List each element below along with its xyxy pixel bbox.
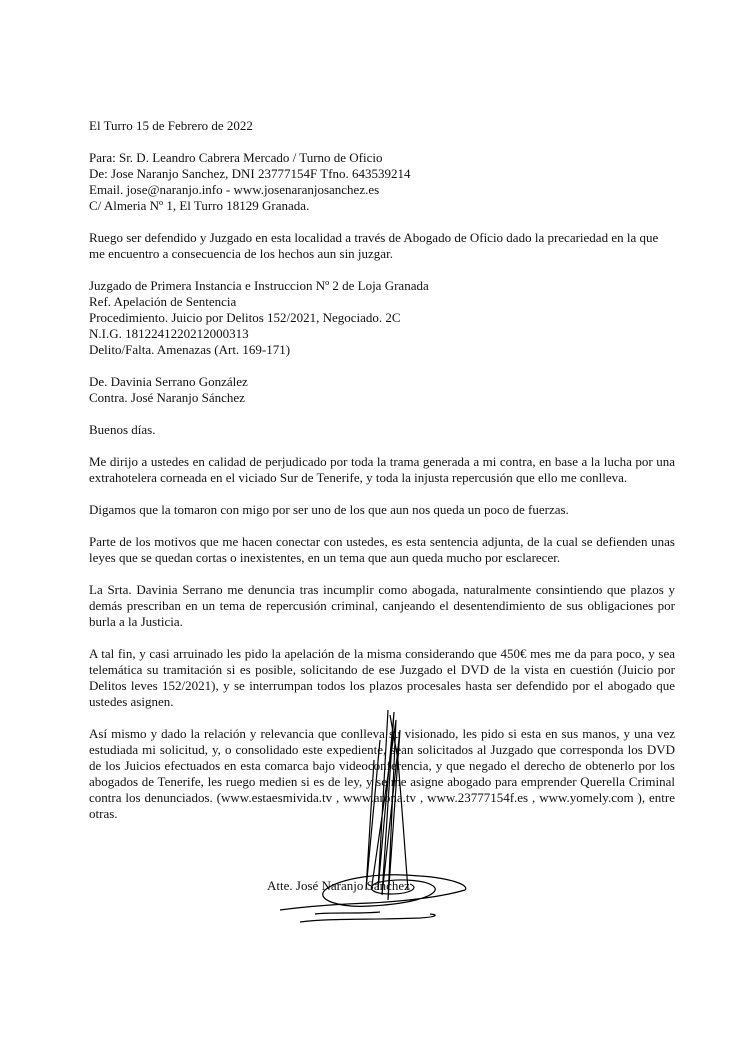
body-paragraph: Me dirijo a ustedes en calidad de perjudicado por toda la trama generada a mi contra, en base a la lucha por una extrahotelera corneada en el viciado Sur de Tenerife, y toda la injusta repercusión que ello me conlleva. xyxy=(89,454,675,485)
offense-line: Delito/Falta. Amenazas (Art. 169-171) xyxy=(89,342,291,357)
body-paragraph: Así mismo y dado la relación y relevancia que conlleva su visionado, les pido si esta en sus manos, y una vez estudiada mi solicitud, y, o consolidado este expediente, sean solicitados al Juzgado que corresponda los DVD de los Juicios efectuados en esta comarca bajo videoconferencia, y que negado el derecho de obtenerlo por los abogados de Tenerife, les ruego medien si es de ley, y se me asigne abogado para emprender Querella Criminal contra los denunciados. (www.estaesmivida.tv , www.arona.tv , www.23777154f.es , www.yomely.com ), entre otras. xyxy=(89,726,675,821)
letter-body xyxy=(89,118,675,822)
court-line: Juzgado de Primera Instancia e Instruccion Nº 2 de Loja Granada xyxy=(89,278,429,293)
defendant-line: Contra. José Naranjo Sánchez xyxy=(89,390,245,405)
reference-line: Ref. Apelación de Sentencia xyxy=(89,294,237,309)
closing-signature-line: Atte. José Naranjo Sánchez xyxy=(267,878,410,893)
header-block xyxy=(89,150,675,214)
greeting: Buenos días. xyxy=(89,422,156,437)
address-line: C/ Almeria Nº 1, El Turro 18129 Granada. xyxy=(89,198,310,213)
body-paragraph: La Srta. Davinia Serrano me denuncia tras incumplir como abogada, naturalmente consintiendo que plazos y demás prescriban en un tema de repercusión criminal, canjeando el desentendimiento de sus obligaciones por burla a la Justicia. xyxy=(89,582,675,629)
date-line: El Turro 15 de Febrero de 2022 xyxy=(89,118,253,133)
contact-line: Email. jose@naranjo.info - www.josenaranjosanchez.es xyxy=(89,182,380,197)
sender-line: De: Jose Naranjo Sanchez, DNI 23777154F Tfno. 643539214 xyxy=(89,166,411,181)
body-paragraph: Digamos que la tomaron con migo por ser uno de los que aun nos queda un poco de fuerzas. xyxy=(89,502,569,517)
case-block xyxy=(89,278,675,358)
recipient-line: Para: Sr. D. Leandro Cabrera Mercado / Turno de Oficio xyxy=(89,150,383,165)
body-paragraph: A tal fin, y casi arruinado les pido la apelación de la misma considerando que 450€ mes me da para poco, y sea telemática su tramitación si es posible, solicitando de ese Juzgado el DVD de la vista en cuestión (Juicio por Delitos leves 152/2021), y se interrumpan todos los plazos procesales hasta ser defendido por el abogado que ustedes asignen. xyxy=(89,646,675,709)
plaintiff-line: De. Davinia Serrano González xyxy=(89,374,248,389)
intro-paragraph: Ruego ser defendido y Juzgado en esta localidad a través de Abogado de Oficio dado la precariedad en la que me encuentro a consecuencia de los hechos aun sin juzgar. xyxy=(89,230,659,261)
procedure-line: Procedimiento. Juicio por Delitos 152/2021, Negociado. 2C xyxy=(89,310,401,325)
nig-line: N.I.G. 1812241220212000313 xyxy=(89,326,249,341)
body-paragraph: Parte de los motivos que me hacen conectar con ustedes, es esta sentencia adjunta, de la cual se defienden unas leyes que se quedan cortas o inexistentes, en un tema que aun queda mucho por esclarecer. xyxy=(89,534,675,565)
parties-block xyxy=(89,374,675,406)
